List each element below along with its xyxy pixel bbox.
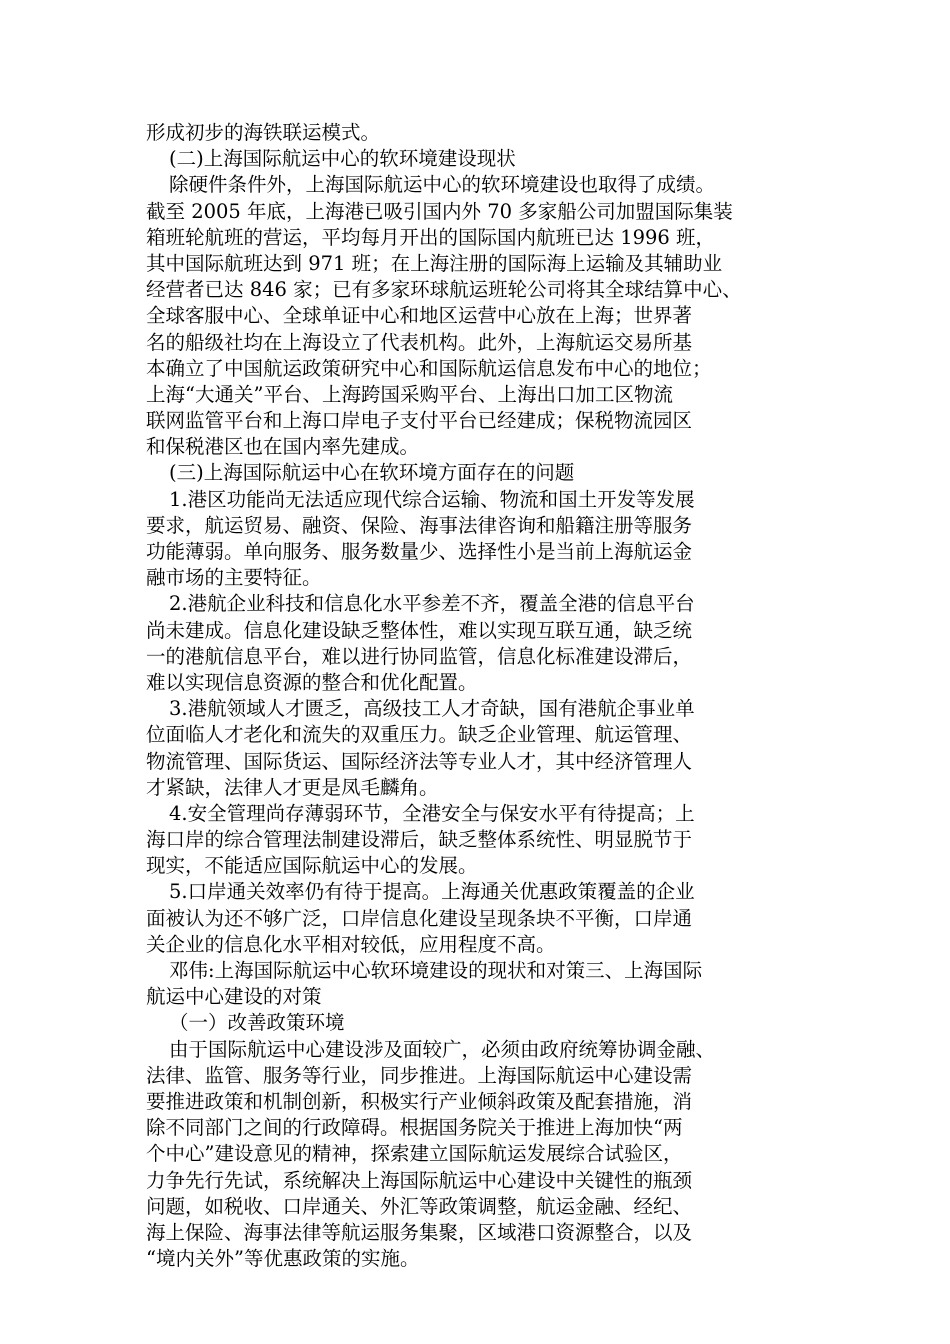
text-line: 经营者已达 846 家；已有多家环球航运班轮公司将其全球结算中心、 <box>146 278 742 302</box>
text-line: 全球客服中心、全球单证中心和地区运营中心放在上海；世界著 <box>146 304 693 328</box>
text-line: 除不同部门之间的行政障碍。根据国务院关于推进上海加快“两 <box>146 1116 683 1140</box>
text-line: 其中国际航班达到 971 班；在上海注册的国际海上运输及其辅助业 <box>146 251 723 275</box>
text-line: 才紧缺，法律人才更是凤毛麟角。 <box>146 775 439 799</box>
text-line: 上海“大通关”平台、上海跨国采购平台、上海出口加工区物流 <box>146 382 673 406</box>
text-line: 3.港航领域人才匮乏，高级技工人才奇缺，国有港航企事业单 <box>169 697 695 721</box>
text-line: (二)上海国际航运中心的软环境建设现状 <box>169 147 516 171</box>
text-line: 现实，不能适应国际航运中心的发展。 <box>146 854 478 878</box>
text-line: 要求，航运贸易、融资、保险、海事法律咨询和船籍注册等服务 <box>146 513 693 537</box>
text-line: 功能薄弱。单向服务、服务数量少、选择性小是当前上海航运金 <box>146 540 693 563</box>
text-line: 力争先行先试，系统解决上海国际航运中心建设中关键性的瓶颈 <box>146 1168 693 1192</box>
text-line: “境内关外”等优惠政策的实施。 <box>146 1247 420 1271</box>
text-line: (三)上海国际航运中心在软环境方面存在的问题 <box>169 461 575 485</box>
text-line: 名的船级社均在上海设立了代表机构。此外，上海航运交易所基 <box>146 330 693 354</box>
text-line: 邓伟:上海国际航运中心软环境建设的现状和对策三、上海国际 <box>169 959 703 982</box>
text-line: 1.港区功能尚无法适应现代综合运输、物流和国土开发等发展 <box>169 487 695 511</box>
text-line: 海上保险、海事法律等航运服务集聚，区域港口资源整合，以及 <box>146 1220 693 1244</box>
text-line: 本确立了中国航运政策研究中心和国际航运信息发布中心的地位； <box>146 356 712 380</box>
text-line: 物流管理、国际货运、国际经济法等专业人才，其中经济管理人 <box>146 749 693 773</box>
text-line: 个中心”建设意见的精神，探索建立国际航运发展综合试验区， <box>146 1142 683 1166</box>
text-line: 2.港航企业科技和信息化水平参差不齐，覆盖全港的信息平台 <box>169 592 695 616</box>
text-line: 5.口岸通关效率仍有待于提高。上海通关优惠政策覆盖的企业 <box>169 880 695 904</box>
text-line: 关企业的信息化水平相对较低，应用程度不高。 <box>146 932 556 956</box>
text-line: 4.安全管理尚存薄弱环节，全港安全与保安水平有待提高；上 <box>169 801 695 825</box>
text-line: 尚未建成。信息化建设缺乏整体性，难以实现互联互通，缺乏统 <box>146 618 693 642</box>
text-line: 和保税港区也在国内率先建成。 <box>146 435 420 459</box>
text-line: 联网监管平台和上海口岸电子支付平台已经建成；保税物流园区 <box>146 409 693 433</box>
text-line: 法律、监管、服务等行业，同步推进。上海国际航运中心建设需 <box>146 1063 693 1087</box>
text-line: 海口岸的综合管理法制建设滞后，缺乏整体系统性、明显脱节于 <box>146 828 693 852</box>
text-line: 除硬件条件外，上海国际航运中心的软环境建设也取得了成绩。 <box>169 173 716 197</box>
text-line: 位面临人才老化和流失的双重压力。缺乏企业管理、航运管理、 <box>146 723 693 747</box>
text-line: 截至 2005 年底，上海港已吸引国内外 70 多家船公司加盟国际集装 <box>146 199 733 223</box>
text-line: 问题，如税收、口岸通关、外汇等政策调整，航运金融、经纪、 <box>146 1194 693 1218</box>
text-line: 由于国际航运中心建设涉及面较广，必须由政府统筹协调金融、 <box>169 1037 716 1061</box>
text-line: 形成初步的海铁联运模式。 <box>146 121 381 144</box>
text-line: （一）改善政策环境 <box>169 1011 345 1035</box>
text-line: 融市场的主要特征。 <box>146 566 322 590</box>
text-line: 一的港航信息平台，难以进行协同监管，信息化标准建设滞后， <box>146 644 693 668</box>
text-line: 箱班轮航班的营运，平均每月开出的国际国内航班已达 1996 班， <box>146 225 716 249</box>
document-body <box>146 120 796 1272</box>
text-line: 难以实现信息资源的整合和优化配置。 <box>146 670 478 694</box>
text-line: 航运中心建设的对策 <box>146 985 322 1009</box>
text-line: 面被认为还不够广泛，口岸信息化建设呈现条块不平衡，口岸通 <box>146 906 693 930</box>
text-line: 要推进政策和机制创新，积极实行产业倾斜政策及配套措施，消 <box>146 1089 693 1113</box>
